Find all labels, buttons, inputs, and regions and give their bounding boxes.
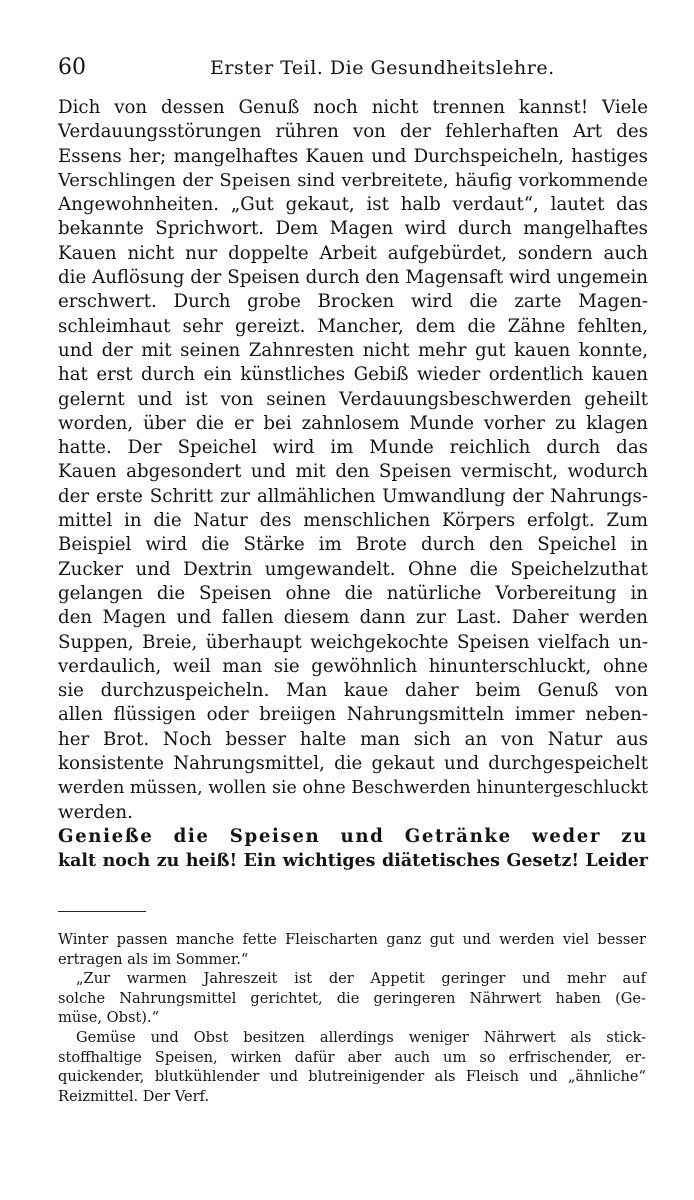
body-line: Verschlingen der Speisen sind verbreitete, häufig vorkommende	[58, 169, 648, 191]
body-line: Essens her; mangelhaftes Kauen und Durchspeicheln, hastiges	[58, 145, 648, 167]
footnote-line: müse, Obst).“	[58, 1009, 160, 1027]
body-line: Kauen abgesondert und mit den Speisen vermischt, wodurch	[58, 461, 648, 483]
body-line: und der mit seinen Zahnresten nicht mehr gut kauen konnte,	[58, 339, 648, 361]
running-title: Erster Teil. Die Gesundheitslehre.	[210, 57, 555, 79]
footnote-line: solche Nahrungsmittel gerichtet, die geringeren Nährwert haben (Ge-	[58, 989, 646, 1007]
page-number: 60	[58, 55, 86, 80]
body-line: schleimhaut sehr gereizt. Mancher, dem die Zähne fehlten,	[58, 315, 648, 337]
footnote-line: ertragen als im Sommer.“	[58, 950, 249, 968]
body-line: allen flüssigen oder breiigen Nahrungsmitteln immer neben-	[58, 704, 648, 726]
body-line: Beispiel wird die Stärke im Brote durch den Speichel in	[58, 534, 648, 556]
footnote-line: „Zur warmen Jahreszeit ist der Appetit geringer und mehr auf	[76, 970, 646, 988]
body-line: Angewohnheiten. „Gut gekaut, ist halb verdaut“, lautet das	[58, 194, 648, 216]
body-line: die Auflösung der Speisen durch den Magensaft wird ungemein	[58, 267, 648, 289]
body-line: worden, über die er bei zahnlosem Munde vorher zu klagen	[58, 412, 648, 434]
body-line: Kauen nicht nur doppelte Arbeit aufgebürdet, sondern auch	[58, 242, 648, 264]
running-head	[58, 55, 648, 85]
footnote-rule	[58, 911, 146, 912]
body-line: Suppen, Breie, überhaupt weichgekochte Speisen vielfach un-	[58, 631, 648, 653]
body-line: hatte. Der Speichel wird im Munde reichlich durch das	[58, 437, 648, 459]
body-line: Dich von dessen Genuß noch nicht trennen kannst! Viele	[58, 97, 648, 118]
body-line: gelangen die Speisen ohne die natürliche Vorbereitung in	[58, 582, 648, 604]
maxim-line: Genieße die Speisen und Getränke weder zu	[58, 825, 648, 847]
body-line: erschwert. Durch grobe Brocken wird die zarte Magen-	[58, 291, 648, 313]
body-line: her Brot. Noch besser halte man sich an von Natur aus	[58, 728, 648, 750]
footnote-line: Gemüse und Obst besitzen allerdings weniger Nährwert als stick-	[76, 1028, 646, 1046]
body-line: bekannte Sprichwort. Dem Magen wird durch mangelhaftes	[58, 218, 648, 240]
footnote-line: Reizmittel. Der Verf.	[58, 1087, 210, 1105]
footnote-line: Winter passen manche fette Fleischarten ganz gut und werden viel besser	[58, 931, 646, 948]
body-line: den Magen und fallen diesem dann zur Last. Daher werden	[58, 607, 648, 629]
footnotes	[58, 930, 646, 1106]
body-line: mittel in die Natur des menschlichen Körpers erfolgt. Zum	[58, 510, 648, 532]
body-line: verdaulich, weil man sie gewöhnlich hinunterschluckt, ohne	[58, 655, 648, 677]
body-line: hat erst durch ein künstliches Gebiß wieder ordentlich kauen	[58, 364, 648, 386]
body-line: werden müssen, wollen sie ohne Beschwerden hinuntergeschluckt	[58, 778, 648, 799]
main-paragraph	[58, 96, 648, 874]
body-line: werden.	[58, 801, 133, 823]
footnote-line: quickender, blutkühlender und blutreinigender als Fleisch und „ähnliche“	[58, 1068, 646, 1086]
maxim-line: kalt noch zu heiß! Ein wichtiges diätetisches Gesetz! Leider	[58, 851, 648, 872]
body-line: Zucker und Dextrin umgewandelt. Ohne die Speichelzuthat	[58, 558, 648, 580]
body-line: sie durchzuspeicheln. Man kaue daher beim Genuß von	[58, 680, 648, 702]
footnote-line: stoffhaltige Speisen, wirken dafür aber auch um so erfrischender, er-	[58, 1048, 646, 1066]
body-line: konsistente Nahrungsmittel, die gekaut und durchgespeichelt	[58, 753, 648, 775]
body-line: Verdauungsstörungen rühren von der fehlerhaften Art des	[58, 121, 648, 143]
body-line: der erste Schritt zur allmählichen Umwandlung der Nahrungs-	[58, 485, 648, 507]
body-line: gelernt und ist von seinen Verdauungsbeschwerden geheilt	[58, 388, 648, 410]
